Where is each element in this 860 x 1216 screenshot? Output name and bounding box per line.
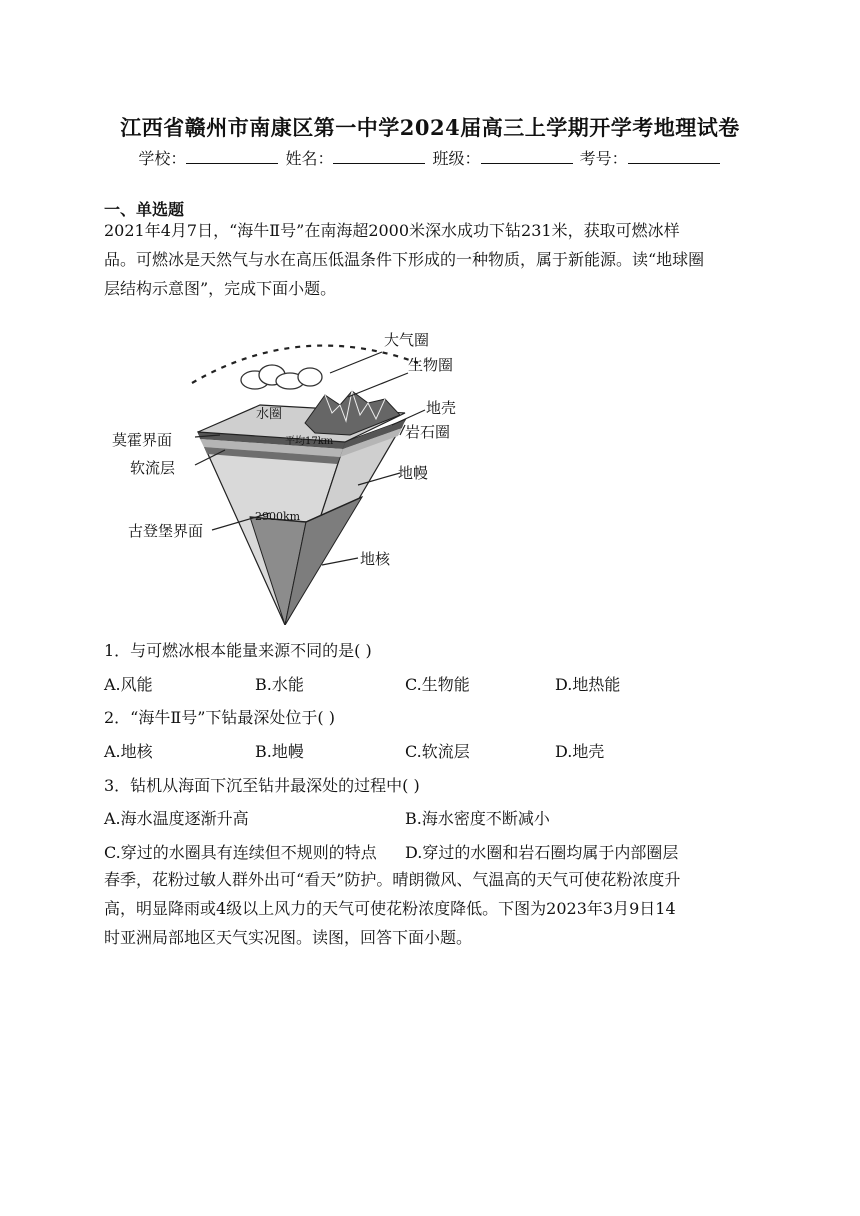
passage-1-line: 品。可燃冰是天然气与水在高压低温条件下形成的一种物质，属于新能源。读“地球圈 bbox=[104, 250, 705, 269]
school-label: 学校： bbox=[138, 149, 187, 168]
question-2-stem: 2．“海牛Ⅱ号”下钻最深处位于( ) bbox=[104, 708, 335, 727]
q2-option-a[interactable]: A.地核 bbox=[104, 742, 153, 761]
student-info-line bbox=[0, 146, 860, 169]
q1-option-b[interactable]: B.水能 bbox=[255, 675, 304, 694]
passage-2 bbox=[104, 865, 756, 952]
label-mantle: 地幔 bbox=[398, 464, 429, 482]
exam-number-blank[interactable] bbox=[628, 149, 720, 164]
q3-option-a[interactable]: A.海水温度逐渐升高 bbox=[104, 809, 249, 828]
class-label: 班级： bbox=[432, 149, 481, 168]
label-depth-2900km: 2900km bbox=[255, 510, 301, 523]
passage-2-line: 时亚洲局部地区天气实况图。读图，回答下面小题。 bbox=[104, 928, 473, 947]
passage-2-line: 高，明显降雨或4级以上风力的天气可使花粉浓度降低。下图为2023年3月9日14 bbox=[104, 899, 676, 918]
name-label: 姓名： bbox=[285, 149, 334, 168]
label-biosphere: 生物圈 bbox=[408, 356, 454, 374]
label-gutenberg: 古登堡界面 bbox=[128, 522, 204, 540]
label-hydrosphere: 水圈 bbox=[256, 407, 283, 422]
q3-option-b[interactable]: B.海水密度不断减小 bbox=[405, 809, 550, 828]
label-crust: 地壳 bbox=[426, 399, 457, 417]
passage-1-line: 2021年4月7日，“海牛Ⅱ号”在南海超2000米深水成功下钻231米，获取可燃冰样 bbox=[104, 221, 680, 240]
exam-number-label: 考号： bbox=[579, 149, 628, 168]
section-heading: 一、单选题 bbox=[104, 200, 185, 219]
earth-spheres-diagram bbox=[100, 325, 480, 625]
question-1-stem: 1．与可燃冰根本能量来源不同的是( ) bbox=[104, 641, 372, 660]
school-blank[interactable] bbox=[186, 149, 278, 164]
question-3-stem: 3．钻机从海面下沉至钻井最深处的过程中( ) bbox=[104, 776, 420, 795]
q2-option-d[interactable]: D.地壳 bbox=[555, 742, 605, 761]
label-asthenosphere: 软流层 bbox=[130, 459, 176, 477]
name-blank[interactable] bbox=[333, 149, 425, 164]
label-moho: 莫霍界面 bbox=[112, 431, 173, 449]
label-core: 地核 bbox=[360, 550, 391, 568]
q2-option-c[interactable]: C.软流层 bbox=[405, 742, 470, 761]
label-lithosphere: 岩石圈 bbox=[405, 423, 451, 441]
q1-option-a[interactable]: A.风能 bbox=[104, 675, 153, 694]
q3-option-c[interactable]: C.穿过的水圈具有连续但不规则的特点 bbox=[104, 843, 377, 862]
q2-option-b[interactable]: B.地幔 bbox=[255, 742, 304, 761]
class-blank[interactable] bbox=[481, 149, 573, 164]
q1-option-c[interactable]: C.生物能 bbox=[405, 675, 470, 694]
q3-option-d[interactable]: D.穿过的水圈和岩石圈均属于内部圈层 bbox=[405, 843, 679, 862]
page-title: 江西省赣州市南康区第一中学2024届高三上学期开学考地理试卷 bbox=[120, 115, 740, 140]
passage-1 bbox=[104, 216, 756, 303]
passage-2-line: 春季，花粉过敏人群外出可“看天”防护。晴朗微风、气温高的天气可使花粉浓度升 bbox=[104, 870, 681, 889]
passage-1-line: 层结构示意图”，完成下面小题。 bbox=[104, 279, 337, 298]
q1-option-d[interactable]: D.地热能 bbox=[555, 675, 621, 694]
label-atmosphere: 大气圈 bbox=[384, 331, 430, 349]
label-depth-17km: 平均17km bbox=[285, 436, 334, 447]
cloud-icon bbox=[241, 365, 322, 389]
